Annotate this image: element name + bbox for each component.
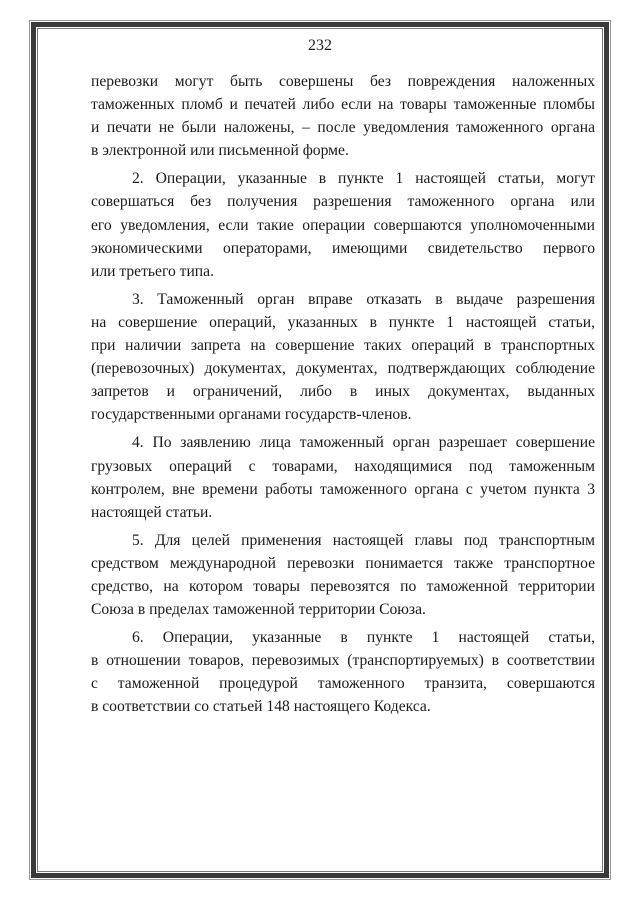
text-line: на совершение операций, указанных в пункте 1 настоящей статьи,	[91, 313, 595, 331]
text-line: экономическими операторами, имеющими свидетельство первого	[91, 239, 595, 257]
page-number: 232	[308, 37, 332, 54]
text-line: и печати не были наложены, – после уведомления таможенного органа	[91, 119, 595, 137]
paragraph-item-3	[91, 288, 595, 427]
text-line: или третьего типа.	[91, 262, 214, 280]
text-line: 4. По заявлению лица таможенный орган разрешает совершение	[132, 434, 595, 452]
text-line: средство, на котором товары перевозятся по таможенной территории	[91, 577, 595, 595]
text-line: 5. Для целей применения настоящей главы под транспортным	[132, 531, 595, 549]
text-line: 3. Таможенный орган вправе отказать в выдаче разрешения	[132, 290, 595, 308]
paragraph-item-5	[91, 529, 595, 621]
text-line: Союза в пределах таможенной территории Союза.	[91, 601, 426, 619]
paragraph-item-6	[91, 626, 595, 718]
text-line: в соответствии со статьей 148 настоящего Кодекса.	[91, 698, 431, 716]
text-line: настоящей статьи.	[91, 503, 213, 521]
text-line: с таможенной процедурой таможенного транзита, совершаются	[91, 675, 595, 693]
text-line: при наличии запрета на совершение таких операций в транспортных	[91, 337, 595, 355]
paragraph-item-2	[91, 167, 595, 282]
text-line: контролем, вне времени работы таможенного органа с учетом пункта 3	[91, 480, 595, 498]
paragraph-item-4	[91, 431, 595, 523]
text-line: в отношении товаров, перевозимых (транспортируемых) в соответствии	[91, 652, 595, 670]
text-line: перевозки могут быть совершены без повреждения наложенных	[91, 73, 595, 90]
text-line: грузовых операций с товарами, находящимися под таможенным	[91, 457, 595, 475]
text-line: (перевозочных) документах, документах, подтверждающих соблюдение	[91, 360, 595, 378]
text-line: таможенных пломб и печатей либо если на товары таможенные пломбы	[91, 96, 595, 114]
text-line: его уведомления, если такие операции совершаются уполномоченными	[91, 216, 595, 234]
text-line: запретов и ограничений, либо в иных документах, выданных	[91, 383, 595, 401]
text-line: средством международной перевозки понимается также транспортное	[91, 554, 595, 572]
document-body	[91, 70, 595, 719]
text-line: в электронной или письменной форме.	[91, 142, 349, 160]
text-line: государственными органами государств-членов.	[91, 406, 412, 424]
text-line: 6. Операции, указанные в пункте 1 настоящей статьи,	[132, 629, 595, 647]
text-line: совершаться без получения разрешения таможенного органа или	[91, 193, 595, 211]
paragraph-continuation	[91, 70, 595, 162]
text-line: 2. Операции, указанные в пункте 1 настоящей статьи, могут	[132, 170, 595, 188]
